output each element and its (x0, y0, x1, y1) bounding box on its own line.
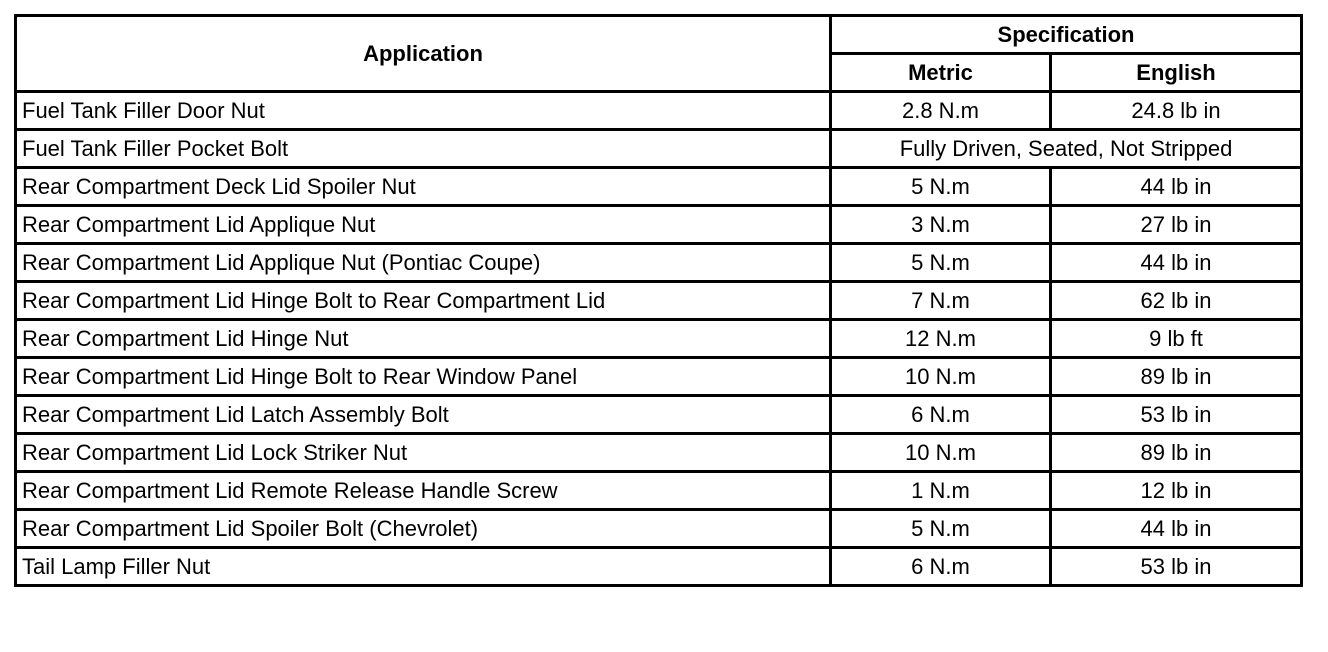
application-cell: Rear Compartment Lid Hinge Bolt to Rear Window Panel (16, 358, 831, 396)
application-cell: Tail Lamp Filler Nut (16, 548, 831, 586)
table-row (16, 206, 1302, 244)
english-cell: 89 lb in (1051, 358, 1302, 396)
application-cell: Rear Compartment Lid Remote Release Handle Screw (16, 472, 831, 510)
metric-cell: 12 N.m (831, 320, 1051, 358)
english-cell: 27 lb in (1051, 206, 1302, 244)
table-row (16, 358, 1302, 396)
metric-cell: 2.8 N.m (831, 92, 1051, 130)
english-cell: 44 lb in (1051, 168, 1302, 206)
metric-cell: 10 N.m (831, 434, 1051, 472)
application-cell: Rear Compartment Lid Hinge Bolt to Rear Compartment Lid (16, 282, 831, 320)
header-row (16, 16, 1302, 54)
metric-cell: 5 N.m (831, 168, 1051, 206)
application-header: Application (16, 16, 831, 92)
table-row (16, 282, 1302, 320)
metric-cell: 5 N.m (831, 244, 1051, 282)
metric-cell: 6 N.m (831, 396, 1051, 434)
specification-header: Specification (831, 16, 1302, 54)
application-cell: Rear Compartment Deck Lid Spoiler Nut (16, 168, 831, 206)
table-row (16, 168, 1302, 206)
application-cell: Rear Compartment Lid Lock Striker Nut (16, 434, 831, 472)
english-header: English (1051, 54, 1302, 92)
english-cell: 12 lb in (1051, 472, 1302, 510)
table-row (16, 92, 1302, 130)
application-cell: Rear Compartment Lid Spoiler Bolt (Chevrolet) (16, 510, 831, 548)
application-cell: Fuel Tank Filler Pocket Bolt (16, 130, 831, 168)
specification-table (14, 14, 1303, 587)
table-row (16, 130, 1302, 168)
english-cell: 44 lb in (1051, 244, 1302, 282)
english-cell: 53 lb in (1051, 396, 1302, 434)
application-cell: Rear Compartment Lid Applique Nut (Pontiac Coupe) (16, 244, 831, 282)
table-row (16, 472, 1302, 510)
metric-header: Metric (831, 54, 1051, 92)
metric-cell: 10 N.m (831, 358, 1051, 396)
metric-cell: 3 N.m (831, 206, 1051, 244)
table-row (16, 320, 1302, 358)
english-cell: 24.8 lb in (1051, 92, 1302, 130)
application-cell: Rear Compartment Lid Hinge Nut (16, 320, 831, 358)
english-cell: 89 lb in (1051, 434, 1302, 472)
metric-cell: 6 N.m (831, 548, 1051, 586)
english-cell: 9 lb ft (1051, 320, 1302, 358)
table-row (16, 548, 1302, 586)
table-row (16, 510, 1302, 548)
table-row (16, 396, 1302, 434)
table-row (16, 434, 1302, 472)
english-cell: 62 lb in (1051, 282, 1302, 320)
specification-cell: Fully Driven, Seated, Not Stripped (831, 130, 1302, 168)
table-row (16, 244, 1302, 282)
application-cell: Rear Compartment Lid Latch Assembly Bolt (16, 396, 831, 434)
english-cell: 53 lb in (1051, 548, 1302, 586)
application-cell: Rear Compartment Lid Applique Nut (16, 206, 831, 244)
metric-cell: 5 N.m (831, 510, 1051, 548)
metric-cell: 7 N.m (831, 282, 1051, 320)
metric-cell: 1 N.m (831, 472, 1051, 510)
english-cell: 44 lb in (1051, 510, 1302, 548)
application-cell: Fuel Tank Filler Door Nut (16, 92, 831, 130)
